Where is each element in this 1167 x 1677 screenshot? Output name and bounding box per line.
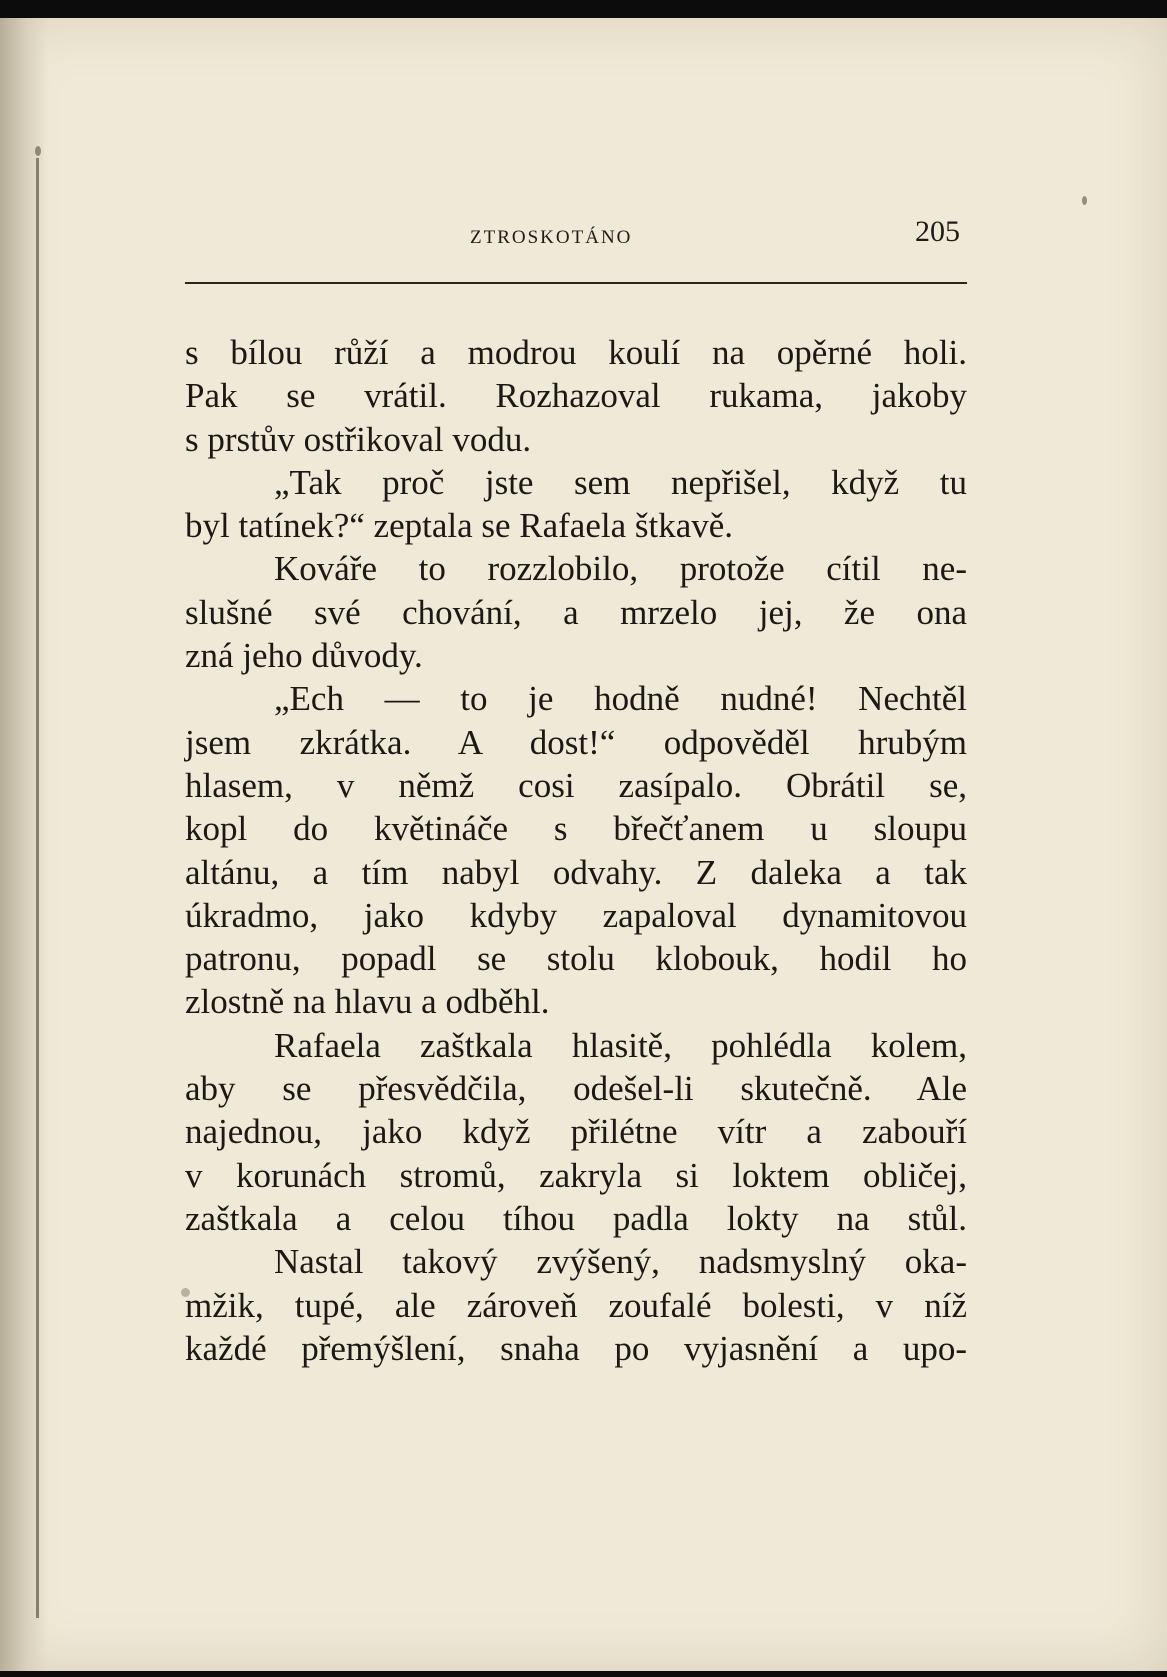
text-line: aby se přesvědčila, odešel-li skutečně. Ale bbox=[185, 1069, 967, 1109]
text-line: slušné své chování, a mrzelo jej, že ona bbox=[185, 592, 967, 632]
text-line: mžik, tupé, ale zároveň zoufalé bolesti, v níž bbox=[185, 1285, 967, 1325]
ink-speck bbox=[35, 146, 41, 156]
paragraph bbox=[185, 677, 967, 1023]
text-line: hlasem, v němž cosi zasípalo. Obrátil se, bbox=[185, 765, 967, 805]
text-line: zlostně na hlavu a odběhl. bbox=[185, 982, 550, 1022]
header-rule bbox=[185, 282, 967, 284]
text-line: Rafaela zaštkala hlasitě, pohlédla kolem, bbox=[274, 1025, 967, 1065]
paragraph bbox=[185, 1024, 967, 1240]
text-line: kopl do květináče s břečťanem u sloupu bbox=[185, 809, 967, 849]
text-line: každé přemýšlení, snaha po vyjasnění a upo- bbox=[185, 1328, 967, 1368]
text-line: altánu, a tím nabyl odvahy. Z daleka a tak bbox=[185, 852, 967, 892]
ink-speck bbox=[1082, 196, 1087, 205]
text-line: byl tatínek?“ zeptala se Rafaela štkavě. bbox=[185, 506, 734, 546]
text-line: Nastal takový zvýšený, nadsmyslný oka- bbox=[274, 1242, 967, 1282]
text-line: jsem zkrátka. A dost!“ odpověděl hrubým bbox=[185, 722, 967, 762]
paragraph bbox=[185, 331, 967, 461]
paragraph bbox=[185, 1240, 967, 1370]
text-line: Pak se vrátil. Rozhazoval rukama, jakoby bbox=[185, 376, 967, 416]
text-line: Kováře to rozzlobilo, protože cítil ne- bbox=[274, 549, 967, 589]
text-line: patronu, popadl se stolu klobouk, hodil ho bbox=[185, 939, 967, 979]
text-line: najednou, jako když přilétne vítr a zabouří bbox=[185, 1112, 967, 1152]
gutter-line bbox=[36, 158, 39, 1618]
binding-shadow bbox=[0, 18, 48, 1671]
text-line: „Ech — to je hodně nudné! Nechtěl bbox=[274, 679, 967, 719]
running-title: ZTROSKOTÁNO bbox=[470, 227, 633, 248]
text-line: zná jeho důvody. bbox=[185, 636, 423, 676]
page-header bbox=[185, 215, 965, 255]
text-line: s prstův ostřikoval vodu. bbox=[185, 419, 532, 459]
text-line: úkradmo, jako kdyby zapaloval dynamitovou bbox=[185, 895, 967, 935]
text-line: „Tak proč jste sem nepřišel, když tu bbox=[274, 462, 967, 502]
text-line: s bílou růží a modrou koulí na opěrné holi. bbox=[185, 333, 967, 372]
text-line: v korunách stromů, zakryla si loktem obličej, bbox=[185, 1155, 967, 1195]
paragraph bbox=[185, 461, 967, 548]
body-text bbox=[185, 331, 967, 1370]
text-line: zaštkala a celou tíhou padla lokty na stůl. bbox=[185, 1198, 967, 1238]
page-number: 205 bbox=[915, 215, 960, 248]
paragraph bbox=[185, 547, 967, 677]
